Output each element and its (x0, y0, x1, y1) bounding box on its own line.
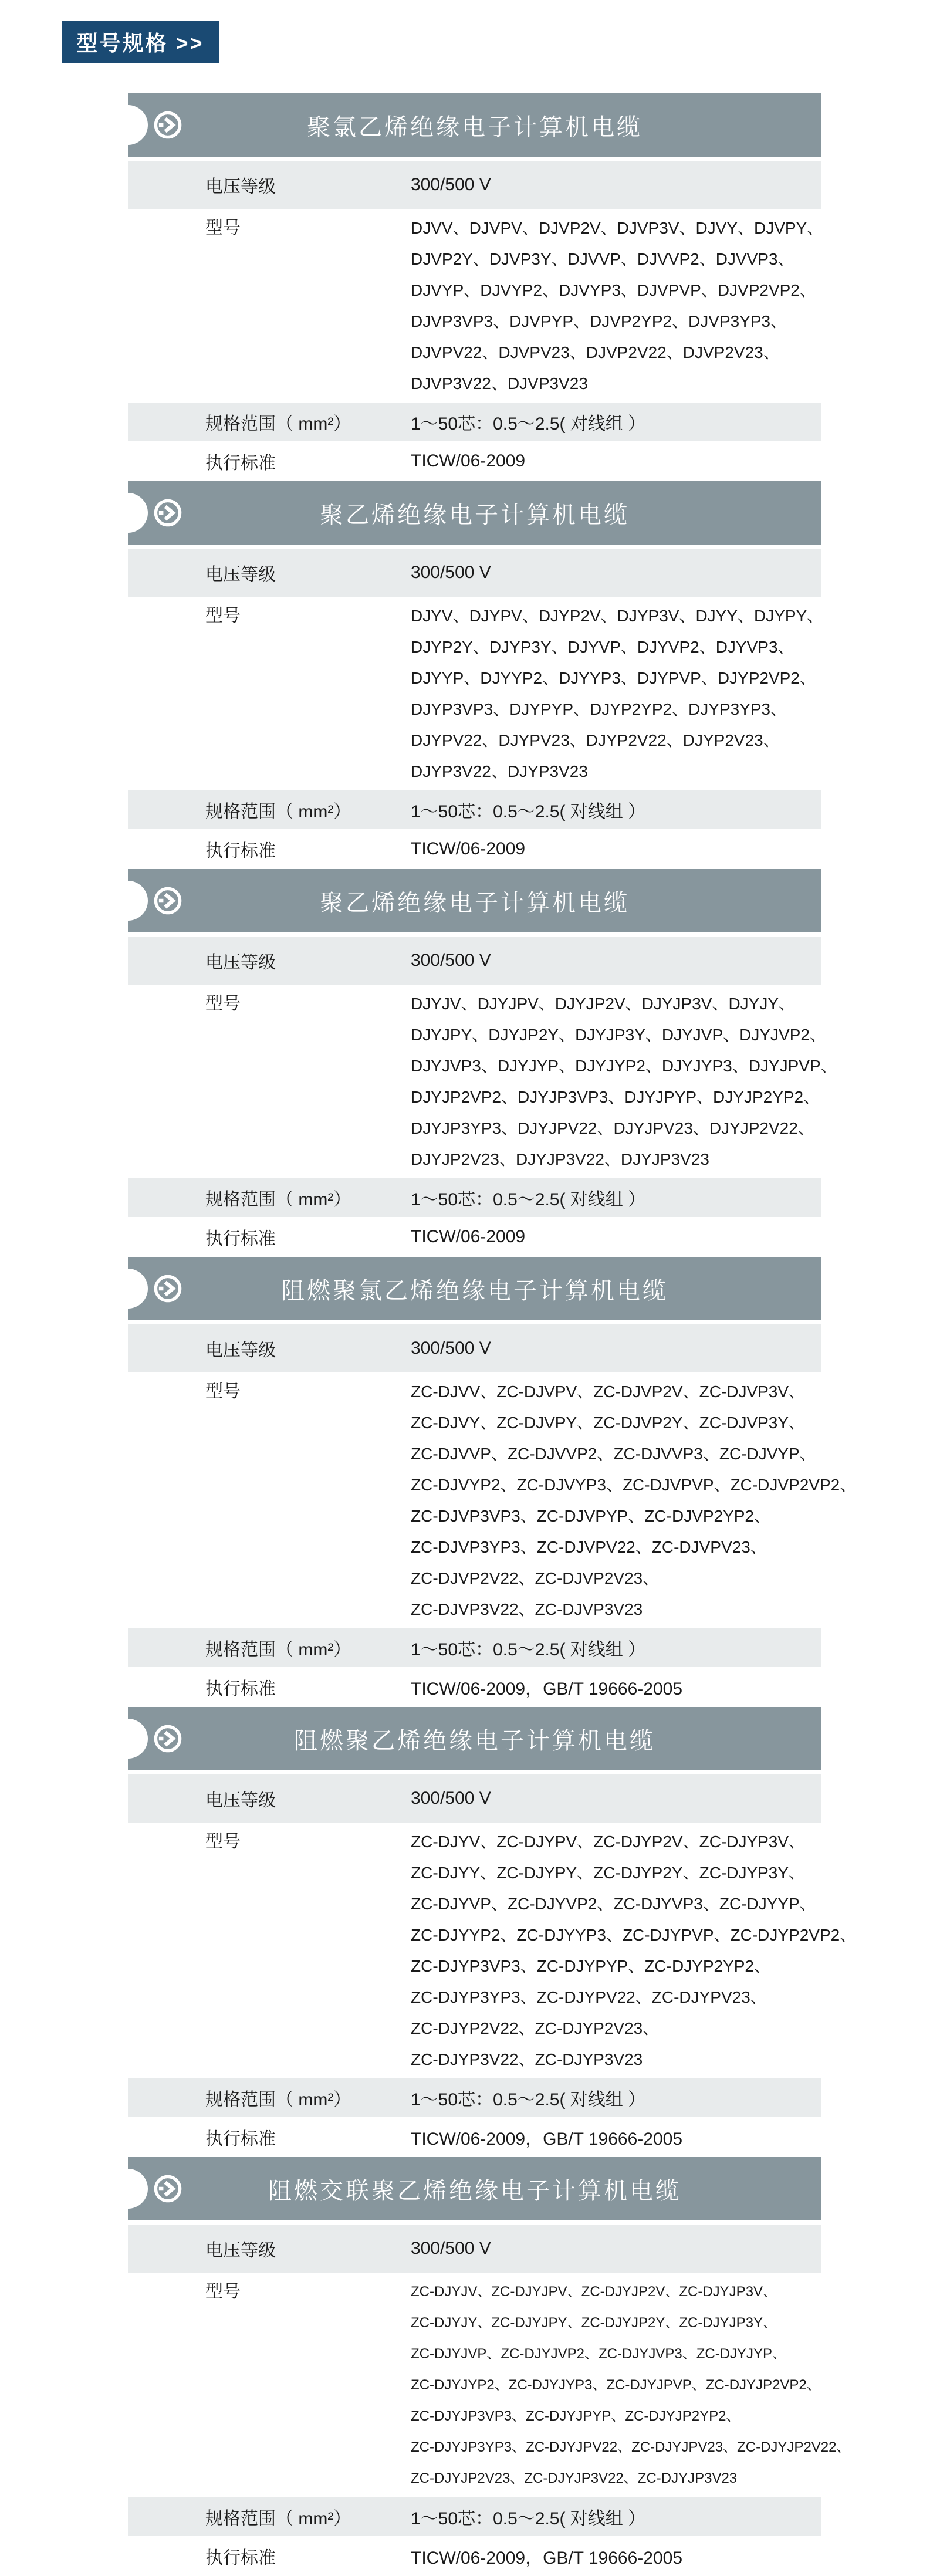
arrow-in-circle-icon (153, 498, 183, 528)
models-row (128, 597, 824, 790)
spec-range-value: 1～50芯：0.5～2.5( 对线组 ） (411, 1640, 646, 1659)
models-row (128, 1372, 857, 1628)
section-header-bar (128, 93, 821, 157)
spec-range-label: 规格范围（ mm²） (205, 2509, 351, 2528)
spec-range-row (128, 2078, 821, 2117)
model-line: DJYJP2V23、DJYJP3V22、DJYJP3V23 (411, 1150, 709, 1168)
spec-range-value: 1～50芯：0.5～2.5( 对线组 ） (411, 2509, 646, 2528)
model-line: ZC-DJYP3VP3、ZC-DJYPYP、ZC-DJYP2YP2、 (411, 1957, 771, 1975)
standard-row (128, 2536, 821, 2576)
model-line: DJYJP3YP3、DJYJPV22、DJYJPV23、DJYJP2V22、 (411, 1119, 814, 1137)
cable-section (128, 1707, 857, 2157)
spec-range-value: 1～50芯：0.5～2.5( 对线组 ） (411, 2090, 646, 2110)
spec-table (128, 93, 857, 2576)
section-header-bar (128, 1707, 821, 1770)
section-title: 阻燃交联聚乙烯绝缘电子计算机电缆 (268, 2178, 681, 2204)
model-label: 型号 (205, 606, 241, 626)
model-line: DJYV、DJYPV、DJYP2V、DJYP3V、DJYY、DJYPY、 (411, 607, 824, 625)
standard-row (128, 441, 821, 481)
voltage-label: 电压等级 (205, 1341, 276, 1360)
page-title: 型号规格 >> (76, 31, 204, 55)
model-line: DJYJVP3、DJYJYP、DJYJYP2、DJYJYP3、DJYJPVP、 (411, 1057, 837, 1075)
model-line: ZC-DJYJY、ZC-DJYJPY、ZC-DJYJP2Y、ZC-DJYJP3Y、 (411, 2315, 777, 2331)
section-header-bar (128, 481, 821, 545)
section-title: 阻燃聚氯乙烯绝缘电子计算机电缆 (281, 1277, 668, 1304)
voltage-row (128, 549, 821, 597)
standard-value: TICW/06-2009 (411, 839, 526, 858)
model-line: ZC-DJYP3V22、ZC-DJYP3V23 (411, 2050, 643, 2068)
section-header-bar (128, 1257, 821, 1320)
voltage-label: 电压等级 (205, 953, 276, 972)
model-line: DJYP2Y、DJYP3Y、DJYVP、DJYVP2、DJYVP3、 (411, 638, 794, 656)
model-line: DJVP3VP3、DJVPYP、DJVP2YP2、DJVP3YP3、 (411, 312, 787, 330)
model-line: ZC-DJYJP3YP3、ZC-DJYJPV22、ZC-DJYJPV23、ZC-DJYJP2V22、 (411, 2439, 851, 2455)
cable-section (128, 2157, 851, 2576)
standard-label: 执行标准 (205, 841, 276, 861)
voltage-row (128, 937, 821, 985)
standard-value: TICW/06-2009，GB/T 19666-2005 (411, 1679, 683, 1699)
model-line: ZC-DJYV、ZC-DJYPV、ZC-DJYP2V、ZC-DJYP3V、 (411, 1833, 806, 1851)
model-line: DJYP3VP3、DJYPYP、DJYP2YP2、DJYP3YP3、 (411, 700, 787, 718)
model-line: ZC-DJYP3YP3、ZC-DJYPV22、ZC-DJYPV23、 (411, 1988, 767, 2006)
standard-value: TICW/06-2009 (411, 1227, 526, 1246)
model-list (411, 1826, 856, 2075)
model-line: ZC-DJYP2V22、ZC-DJYP2V23、 (411, 2019, 660, 2037)
header-notch-decoration (128, 2169, 148, 2209)
model-line: DJVP3V22、DJVP3V23 (411, 374, 588, 393)
voltage-value: 300/500 V (411, 563, 491, 582)
spec-range-label: 规格范围（ mm²） (205, 1640, 351, 1659)
standard-label: 执行标准 (205, 2129, 276, 2149)
model-label: 型号 (205, 1832, 241, 1851)
model-line: ZC-DJYJVP、ZC-DJYJVP2、ZC-DJYJVP3、ZC-DJYJYP、 (411, 2346, 787, 2362)
model-line: ZC-DJVP2V22、ZC-DJVP2V23、 (411, 1569, 660, 1587)
section-title: 聚乙烯绝缘电子计算机电缆 (320, 890, 630, 916)
header-notch-decoration (128, 1269, 148, 1309)
standard-value: TICW/06-2009 (411, 451, 526, 471)
model-list (411, 988, 837, 1175)
standard-row (128, 1217, 821, 1257)
standard-row (128, 2117, 821, 2157)
cable-section (128, 481, 824, 869)
model-label: 型号 (205, 2282, 241, 2301)
model-line: ZC-DJYYP2、ZC-DJYYP3、ZC-DJYPVP、ZC-DJYP2VP2、 (411, 1926, 857, 1944)
model-line: DJYJP2VP2、DJYJP3VP3、DJYJPYP、DJYJP2YP2、 (411, 1088, 820, 1106)
model-line: ZC-DJYJP3VP3、ZC-DJYJPYP、ZC-DJYJP2YP2、 (411, 2408, 740, 2424)
model-label: 型号 (205, 218, 241, 238)
section-title: 聚氯乙烯绝缘电子计算机电缆 (307, 114, 643, 140)
spec-range-label: 规格范围（ mm²） (205, 2090, 351, 2110)
page-title-badge (62, 21, 219, 63)
voltage-label: 电压等级 (205, 177, 276, 197)
standard-row (128, 829, 821, 869)
section-title: 聚乙烯绝缘电子计算机电缆 (320, 502, 630, 528)
model-line: ZC-DJYJP2V23、ZC-DJYJP3V22、ZC-DJYJP3V23 (411, 2470, 738, 2486)
model-list (411, 600, 823, 787)
voltage-label: 电压等级 (205, 2241, 276, 2260)
arrow-in-circle-icon (153, 2173, 183, 2204)
model-line: ZC-DJVP3V22、ZC-DJVP3V23 (411, 1600, 643, 1618)
model-list (411, 1376, 856, 1625)
models-row (128, 985, 837, 1178)
header-notch-decoration (128, 105, 148, 145)
voltage-row (128, 1324, 821, 1372)
models-row (128, 209, 824, 403)
voltage-value: 300/500 V (411, 175, 491, 194)
spec-range-value: 1～50芯：0.5～2.5( 对线组 ） (411, 414, 646, 434)
model-label: 型号 (205, 1382, 241, 1401)
standard-label: 执行标准 (205, 1229, 276, 1249)
model-label: 型号 (205, 994, 241, 1013)
spec-range-row (128, 403, 821, 441)
model-line: DJYP3V22、DJYP3V23 (411, 762, 588, 780)
voltage-label: 电压等级 (205, 1791, 276, 1810)
model-line: ZC-DJYVP、ZC-DJYVP2、ZC-DJYVP3、ZC-DJYYP、 (411, 1895, 816, 1913)
arrow-in-circle-icon (153, 1723, 183, 1754)
standard-value: TICW/06-2009，GB/T 19666-2005 (411, 2129, 683, 2149)
standard-label: 执行标准 (205, 1679, 276, 1699)
spec-range-row (128, 2497, 821, 2536)
voltage-row (128, 161, 821, 209)
header-notch-decoration (128, 493, 148, 533)
models-row (128, 2273, 851, 2497)
model-line: DJYYP、DJYYP2、DJYYP3、DJYPVP、DJYP2VP2、 (411, 669, 816, 687)
model-line: ZC-DJVYP2、ZC-DJVYP3、ZC-DJVPVP、ZC-DJVP2VP2、 (411, 1476, 857, 1494)
model-line: ZC-DJVV、ZC-DJVPV、ZC-DJVP2V、ZC-DJVP3V、 (411, 1382, 806, 1401)
model-list (411, 2276, 851, 2494)
header-notch-decoration (128, 881, 148, 921)
voltage-value: 300/500 V (411, 951, 491, 970)
section-title: 阻燃聚乙烯绝缘电子计算机电缆 (294, 1728, 655, 1754)
model-line: ZC-DJVVP、ZC-DJVVP2、ZC-DJVVP3、ZC-DJVYP、 (411, 1445, 816, 1463)
spec-range-value: 1～50芯：0.5～2.5( 对线组 ） (411, 1190, 646, 1209)
voltage-value: 300/500 V (411, 2239, 491, 2258)
model-line: ZC-DJYJV、ZC-DJYJPV、ZC-DJYJP2V、ZC-DJYJP3V、 (411, 2284, 777, 2300)
spec-range-value: 1～50芯：0.5～2.5( 对线组 ） (411, 802, 646, 822)
model-line: ZC-DJYY、ZC-DJYPY、ZC-DJYP2Y、ZC-DJYP3Y、 (411, 1864, 806, 1882)
voltage-label: 电压等级 (205, 565, 276, 584)
cable-section (128, 869, 837, 1257)
spec-range-label: 规格范围（ mm²） (205, 1190, 351, 1209)
model-line: DJVYP、DJVYP2、DJVYP3、DJVPVP、DJVP2VP2、 (411, 281, 816, 299)
model-line: ZC-DJVP3VP3、ZC-DJVPYP、ZC-DJVP2YP2、 (411, 1507, 771, 1525)
voltage-row (128, 2225, 821, 2273)
arrow-in-circle-icon (153, 885, 183, 916)
header-notch-decoration (128, 1719, 148, 1759)
model-line: DJYJPY、DJYJP2Y、DJYJP3Y、DJYJVP、DJYJVP2、 (411, 1026, 826, 1044)
arrow-in-circle-icon (153, 110, 183, 140)
cable-section (128, 93, 824, 481)
standard-label: 执行标准 (205, 2548, 276, 2568)
voltage-value: 300/500 V (411, 1338, 491, 1358)
model-line: DJVV、DJVPV、DJVP2V、DJVP3V、DJVY、DJVPY、 (411, 219, 824, 237)
model-line: DJYJV、DJYJPV、DJYJP2V、DJYJP3V、DJYJY、 (411, 995, 796, 1013)
section-header-bar (128, 2157, 821, 2220)
arrow-in-circle-icon (153, 1273, 183, 1304)
models-row (128, 1823, 857, 2078)
model-list (411, 212, 823, 399)
voltage-value: 300/500 V (411, 1789, 491, 1808)
spec-range-row (128, 1628, 821, 1667)
cable-section (128, 1257, 857, 1707)
standard-row (128, 1667, 821, 1707)
spec-range-label: 规格范围（ mm²） (205, 802, 351, 822)
spec-range-row (128, 1178, 821, 1217)
model-line: DJVP2Y、DJVP3Y、DJVVP、DJVVP2、DJVVP3、 (411, 250, 794, 268)
spec-range-label: 规格范围（ mm²） (205, 414, 351, 434)
voltage-row (128, 1774, 821, 1823)
standard-label: 执行标准 (205, 454, 276, 473)
model-line: ZC-DJVY、ZC-DJVPY、ZC-DJVP2Y、ZC-DJVP3Y、 (411, 1414, 806, 1432)
model-line: DJVPV22、DJVPV23、DJVP2V22、DJVP2V23、 (411, 343, 780, 361)
model-line: ZC-DJYJYP2、ZC-DJYJYP3、ZC-DJYJPVP、ZC-DJYJP2VP2、 (411, 2377, 821, 2393)
model-line: ZC-DJVP3YP3、ZC-DJVPV22、ZC-DJVPV23、 (411, 1538, 767, 1556)
standard-value: TICW/06-2009，GB/T 19666-2005 (411, 2548, 683, 2568)
spec-range-row (128, 790, 821, 829)
model-line: DJYPV22、DJYPV23、DJYP2V22、DJYP2V23、 (411, 731, 780, 749)
section-header-bar (128, 869, 821, 932)
